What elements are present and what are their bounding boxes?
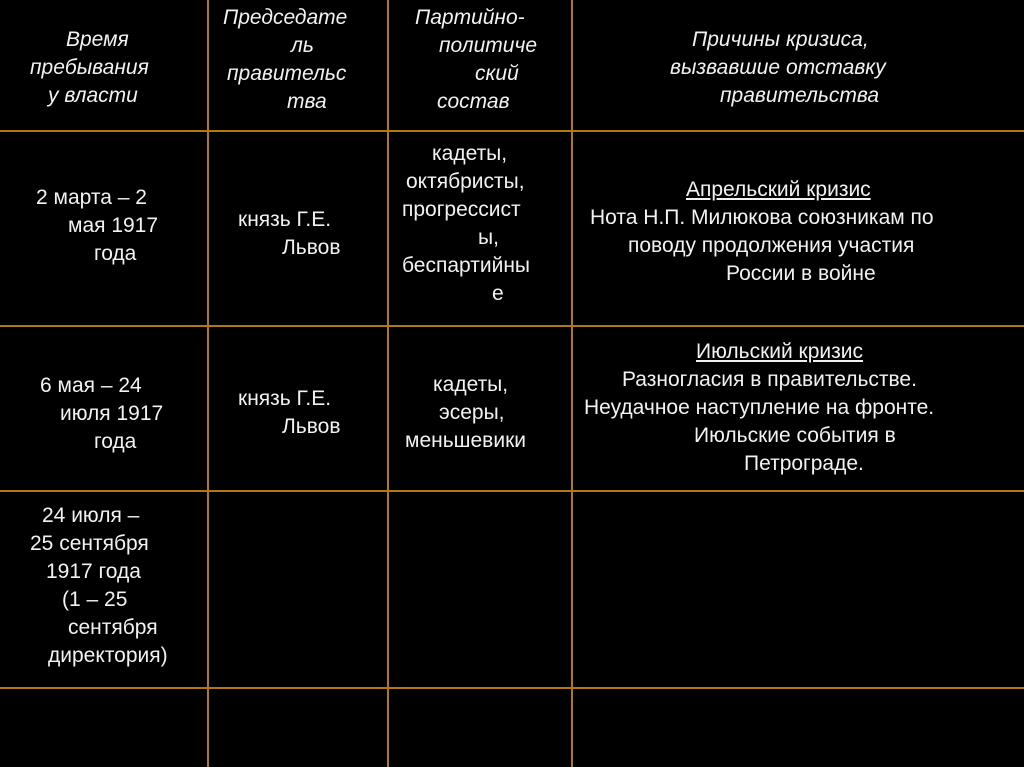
cell-text-line: 2 марта – 2 [36,186,147,209]
row1-crisis [588,176,934,288]
cell-text-line: 24 июля – [42,504,140,527]
cell-text-line: е [492,282,504,305]
header-text-line: вызвавшие отставку [670,56,886,79]
row1-period [36,184,158,268]
header-text-line: Время [66,28,129,51]
cell-text-line: ы, [478,226,499,249]
cell-text-line: октябристы, [406,170,525,193]
header-text-line: ский [475,62,519,85]
cell-text-line: Нота Н.П. Милюкова союзникам по [590,206,934,229]
table-row-divider [0,490,1024,492]
crisis-title: Апрельский кризис [686,178,871,201]
header-text-line: правительс [227,62,347,85]
row2-period [40,372,163,456]
cell-text-line: 1917 года [46,560,141,583]
cell-text-line: России в войне [726,262,876,285]
cell-text-line: Львов [282,415,341,438]
cell-text-line: года [94,242,137,265]
header-crisis-causes [670,26,886,110]
cell-text-line: кадеты, [433,373,509,396]
header-chairman [223,4,347,116]
row1-parties [400,140,530,308]
cell-text-line: Неудачное наступление на фронте. [584,396,935,419]
header-text-line: пребывания [30,56,149,79]
header-text-line: тва [287,90,327,113]
header-text-line: состав [437,90,510,113]
cell-text-line: князь Г.Е. [238,208,332,231]
cell-text-line: князь Г.Е. [238,387,332,410]
header-text-line: Председате [223,6,348,29]
header-text-line: у власти [48,84,138,107]
row2-parties [405,371,526,455]
table-row-divider [0,687,1024,689]
cell-text-line: Петрограде. [744,452,864,475]
cell-text-line: поводу продолжения участия [628,234,915,257]
cell-text-line: Разногласия в правительстве. [622,368,917,391]
cell-text-line: Львов [282,236,341,259]
cell-text-line: 6 мая – 24 [40,374,142,397]
table-column-divider [387,0,389,767]
cell-text-line: меньшевики [405,429,526,452]
header-parties [415,4,537,116]
cell-text-line: сентября [68,616,158,639]
header-period [30,26,149,110]
table-column-divider [207,0,209,767]
cell-text-line: Июльские события в [694,424,896,447]
table-row-divider [0,325,1024,327]
row3-period [30,502,168,670]
header-text-line: политиче [439,34,538,57]
row2-chairman [238,385,340,441]
table-row-divider [0,130,1024,132]
cell-text-line: (1 – 25 [62,588,128,611]
table-column-divider [571,0,573,767]
cell-text-line: директория) [48,644,168,667]
header-text-line: ль [291,34,314,57]
cell-text-line: эсеры, [439,401,505,424]
cell-text-line: мая 1917 [68,214,159,237]
cell-text-line: года [94,430,137,453]
cell-text-line: июля 1917 [60,402,164,425]
header-text-line: Причины кризиса, [692,28,869,51]
cell-text-line: беспартийны [402,254,531,277]
cell-text-line: 25 сентября [30,532,149,555]
header-text-line: правительства [720,84,880,107]
cell-text-line: кадеты, [432,142,508,165]
row1-chairman [238,206,340,262]
row2-crisis [584,338,934,478]
crisis-title: Июльский кризис [696,340,864,363]
cell-text-line: прогрессист [402,198,521,221]
header-text-line: Партийно- [415,6,525,29]
